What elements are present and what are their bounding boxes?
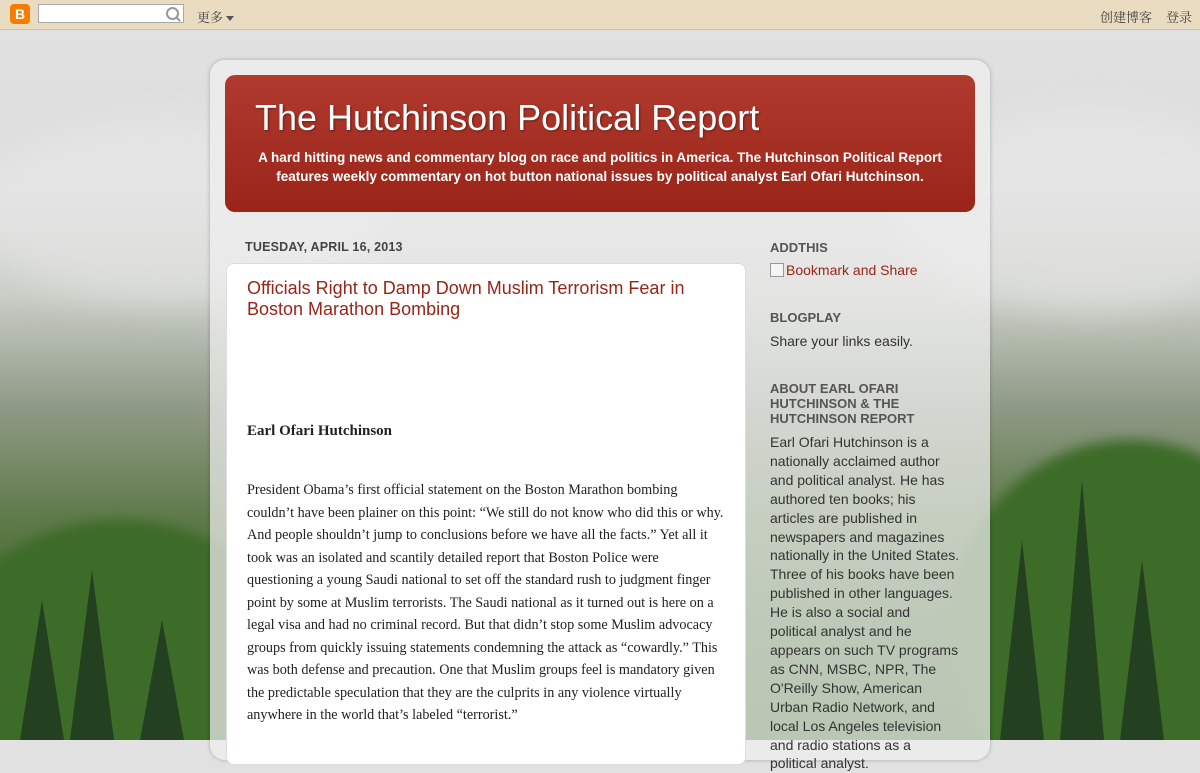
more-label: 更多 (197, 10, 224, 25)
blogger-logo-icon[interactable]: B (10, 4, 30, 24)
blog-title[interactable]: The Hutchinson Political Report (255, 97, 760, 138)
widget-heading: ADDTHIS (770, 240, 828, 255)
chevron-down-icon (226, 16, 234, 21)
bookmark-share-label: Bookmark and Share (786, 262, 918, 278)
post-title[interactable]: Officials Right to Damp Down Muslim Terrorism Fear in Boston Marathon Bombing (247, 278, 685, 319)
more-menu[interactable] (197, 7, 234, 26)
widget-heading: BLOGPLAY (770, 310, 842, 325)
about-text: Earl Ofari Hutchinson is a nationally acclaimed author and political analyst. He has authored ten books; his articles are published in newspapers and magazines nationally in the United States. Three of his books have been published in other languages. He is also a social and political analyst and he appears on such TV programs as CNN, MSBC, NPR, The O'Reilly Show, American Urban Radio Network, and local Los Angeles television and radio stations as a political analyst. (770, 434, 960, 772)
addthis-widget (770, 240, 918, 278)
blog-header (225, 75, 975, 212)
blogplay-text: Share your links easily. (770, 333, 913, 349)
widget-heading: ABOUT EARL OFARI HUTCHINSON & THE HUTCHINSON REPORT (770, 381, 915, 426)
blog-post (226, 263, 746, 765)
create-blog-link[interactable]: 创建博客 (1100, 10, 1153, 25)
post-author: Earl Ofari Hutchinson (247, 423, 393, 439)
broken-image-icon (770, 263, 784, 277)
blogger-navbar (0, 0, 1200, 30)
blog-description: A hard hitting news and commentary blog on race and politics in America. The Hutchinson Political Report features weekly commentary on hot button national issues by political analyst Earl Ofari Hutchinson. (258, 150, 942, 184)
post-date: TUESDAY, APRIL 16, 2013 (245, 240, 403, 254)
post-body: President Obama’s first official statement on the Boston Marathon bombing couldn’t have been plainer on this point: “We still do not know who did this or why. And people shouldn’t jump to conclusions before we have all the facts.” Yet all it took was an isolated and scantily detailed report that Boston Police were questioning a young Saudi national to set off the standard rush to judgment finger point by some at Muslim terrorists. The Saudi national as it turned out is here on a legal visa and had no criminal record. But that didn’t stop some Muslim advocacy groups from quickly issuing statements condemning the attack as “cowardly.” This was both defense and precaution. One that Muslim groups feel is mandatory given the predictable speculation that they are the culprits in any violence virtually anywhere in the world that’s labeled “terrorist.” (247, 482, 724, 723)
bookmark-share-link[interactable] (770, 262, 918, 278)
blogplay-widget (770, 310, 913, 349)
search-input[interactable] (42, 6, 166, 23)
navbar-search (38, 4, 184, 23)
login-link[interactable]: 登录 (1166, 10, 1193, 25)
about-widget (770, 381, 960, 773)
search-icon[interactable] (166, 7, 179, 20)
